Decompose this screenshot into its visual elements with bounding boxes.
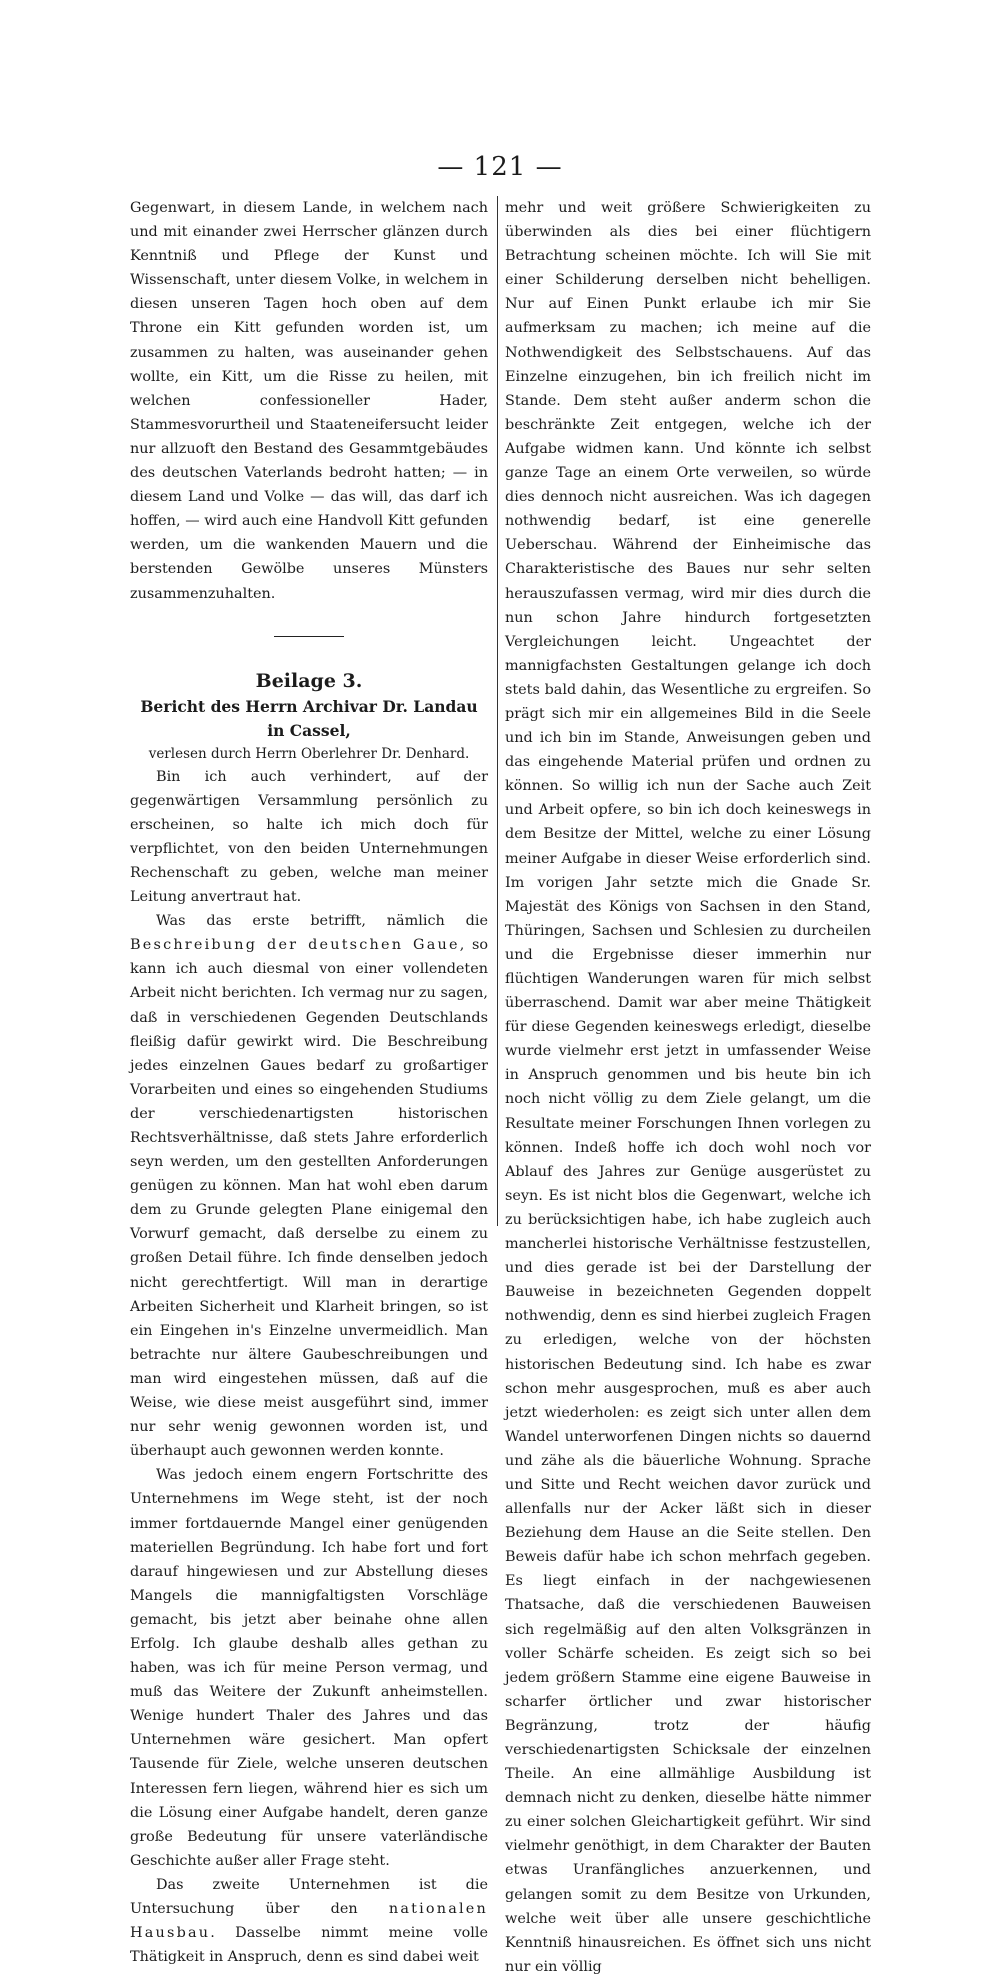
right-column [505, 196, 871, 1979]
opening-paragraph: Gegenwart, in diesem Lande, in welchem nach und mit einander zwei Herrscher glänzen durch Kenntniß und Pflege der Kunst und Wissenschaft, unter diesem Volke, in welchem in diesen unseren Tagen hoch oben auf dem Throne ein Kitt gefunden worden ist, um zusammen zu halten, was auseinander gehen wollte, ein Kitt, um die Risse zu heilen, mit welchen confessioneller Hader, Stammesvorurtheil und Staateneifersucht leider nur allzuoft den Bestand des Gesammtgebäudes des deutschen Vaterlands bedroht hatten; — in diesem Land und Volke — das will, das darf ich hoffen, — wird auch eine Handvoll Kitt gefunden werden, um die wankenden Mauern und die berstenden Gewölbe unseres Münsters zusammenzuhalten. [130, 200, 488, 602]
column-divider [497, 196, 498, 1226]
section-divider [274, 636, 344, 637]
paragraph [130, 1873, 488, 1969]
paragraph [130, 909, 488, 1463]
paragraph: Bin ich auch verhindert, auf der gegenwärtigen Versammlung persönlich zu erscheinen, so halte ich mich doch für verpflichtet, von den beiden Unternehmungen Rechenschaft zu geben, welche man meiner Leitung anvertraut hat. [130, 768, 488, 906]
left-column [130, 196, 488, 1969]
report-title: Bericht des Herrn Archivar Dr. Landau in Cassel, [140, 696, 478, 740]
page-number: — 121 — [437, 152, 563, 182]
paragraph-text: , so kann ich auch diesmal von einer vollendeten Arbeit nicht berichten. Ich vermag nur zu sagen, daß in verschiedenen Gegenden Deutschlands fleißig dafür gewirkt wird. Die Beschreibung jedes einzelnen Gaues bedarf zu großartiger Vorarbeiten und eines so eingehenden Studiums der verschiedenartigsten historischen Rechtsverhältnisse, daß stets Jahre erforderlich seyn werden, um den gestellten Anforderungen genügen zu können. Man hat wohl eben darum dem zu Grunde gelegten Plane einigemal den Vorwurf gemacht, daß derselbe zu einem zu großen Detail führe. Ich finde denselben jedoch nicht gerechtfertigt. Will man in derartige Arbeiten Sicherheit und Klarheit bringen, so ist ein Eingehen in's Einzelne unvermeidlich. Man betrachte nur ältere Gaubeschreibungen und man wird eingestehen müssen, daß auf die Weise, wie diese meist ausgeführt sind, immer nur sehr wenig gewonnen worden ist, und überhaupt auch gewonnen werden konnte. [130, 937, 488, 1460]
paragraph-text: Das zweite Unternehmen ist die Untersuchung über den [130, 1876, 488, 1917]
byline: verlesen durch Herrn Oberlehrer Dr. Denhard. [148, 745, 470, 762]
section-heading: Beilage 3. [255, 669, 363, 692]
emphasized-term: nationalen Hausbau [130, 1901, 488, 1942]
paragraph-text: Was das erste betrifft, nämlich die [156, 913, 488, 930]
emphasized-term: Beschreibung der deutschen Gaue [130, 937, 460, 954]
paragraph-text: . Dasselbe nimmt meine volle Thätigkeit in Anspruch, denn es sind dabei weit [130, 1925, 488, 1966]
paragraph: Was jedoch einem engern Fortschritte des Unternehmens im Wege steht, ist der noch immer fortdauernde Mangel einer genügenden materiellen Begründung. Ich habe fort und fort darauf hingewiesen und zur Abstellung dieses Mangels die mannigfaltigsten Vorschläge gemacht, bis jetzt aber beinahe ohne allen Erfolg. Ich glaube deshalb alles gethan zu haben, was ich für meine Person vermag, und muß das Weitere der Zukunft anheimstellen. Wenige hundert Thaler des Jahres und das Unternehmen wäre gesichert. Man opfert Tausende für Ziele, welche unseren deutschen Interessen fern liegen, während hier es sich um die Lösung einer Aufgabe handelt, deren ganze große Bedeutung für unsere vaterländische Geschichte außer aller Frage steht. [130, 1467, 488, 1869]
paragraph: mehr und weit größere Schwierigkeiten zu überwinden als dies bei einer flüchtigern Betrachtung scheinen möchte. Ich will Sie mit einer Schilderung derselben nicht behelligen. Nur auf Einen Punkt erlaube ich mir Sie aufmerksam zu machen; ich meine auf die Nothwendigkeit des Selbstschauens. Auf das Einzelne einzugehen, bin ich freilich nicht im Stande. Dem steht außer anderm schon die beschränkte Zeit entgegen, welche ich der Aufgabe widmen kann. Und könnte ich selbst ganze Tage an einem Orte verweilen, so würde dies dennoch nicht ausreichen. Was ich dagegen nothwendig bedarf, ist eine generelle Ueberschau. Während der Einheimische das Charakteristische des Baues nur sehr selten herauszufassen vermag, wird mir dies durch die nun schon Jahre hindurch fortgesetzten Vergleichungen leicht. Ungeachtet der mannigfachsten Gestaltungen gelange ich doch stets bald dahin, das Wesentliche zu ergreifen. So prägt sich mir ein allgemeines Bild in die Seele und ich bin im Stande, Anweisungen geben und das eingehende Material prüfen und ordnen zu können. So willig ich nun der Sache auch Zeit und Arbeit opfere, so bin ich doch keineswegs in dem Besitze der Mittel, welche zu einer Lösung meiner Aufgabe in dieser Weise erforderlich sind. Im vorigen Jahr setzte mich die Gnade Sr. Majestät des Königs von Sachsen in den Stand, Thüringen, Sachsen und Schlesien zu durcheilen und die Ergebnisse dieser immerhin nur flüchtigen Wanderungen waren für mich selbst überraschend. Damit war aber meine Thätigkeit für diese Gegenden keineswegs erledigt, dieselbe wurde vielmehr erst jetzt in umfassender Weise in Anspruch genommen und bis heute bin ich noch nicht völlig zu dem Ziele gelangt, um die Resultate meiner Forschungen Ihnen vorlegen zu können. Indeß hoffe ich doch wohl noch vor Ablauf des Jahres zur Genüge ausgerüstet zu seyn. Es ist nicht blos die Gegenwart, welche ich zu berücksichtigen habe, ich habe zugleich auch mancherlei historische Verhältnisse festzustellen, und dies gerade ist bei der Darstellung der Bauweise in bezeichneten Gegenden doppelt nothwendig, denn es sind hierbei zugleich Fragen zu erledigen, welche von der höchsten historischen Bedeutung sind. Ich habe es zwar schon mehr ausgesprochen, muß es aber auch jetzt wiederholen: es zeigt sich unter allen dem Wandel unterworfenen Dingen nichts so dauernd und zähe als die bäuerliche Wohnung. Sprache und Sitte und Recht weichen davor zurück und allenfalls nur der Acker läßt sich in dieser Beziehung dem Hause an die Seite stellen. Den Beweis dafür habe ich schon mehrfach gegeben. Es liegt einfach in der nachgewiesenen Thatsache, daß die verschiedenen Bauweisen sich regelmäßig auf den alten Volksgränzen in voller Schärfe scheiden. Es zeigt sich so bei jedem größern Stamme eine eigene Bauweise in scharfer örtlicher und zwar historischer Begränzung, trotz der häufig verschiedenartigsten Schicksale der einzelnen Theile. An eine allmählige Ausbildung ist demnach nicht zu denken, dieselbe hätte nimmer zu einer solchen Gleichartigkeit geführt. Wir sind vielmehr genöthigt, in dem Charakter der Bauten etwas Uranfängliches anzuerkennen, und gelangen somit zu dem Besitze von Urkunden, welche weit über alle unsere geschichtliche Kenntniß hinausreichen. Es öffnet sich uns nicht nur ein völlig [505, 200, 871, 1975]
